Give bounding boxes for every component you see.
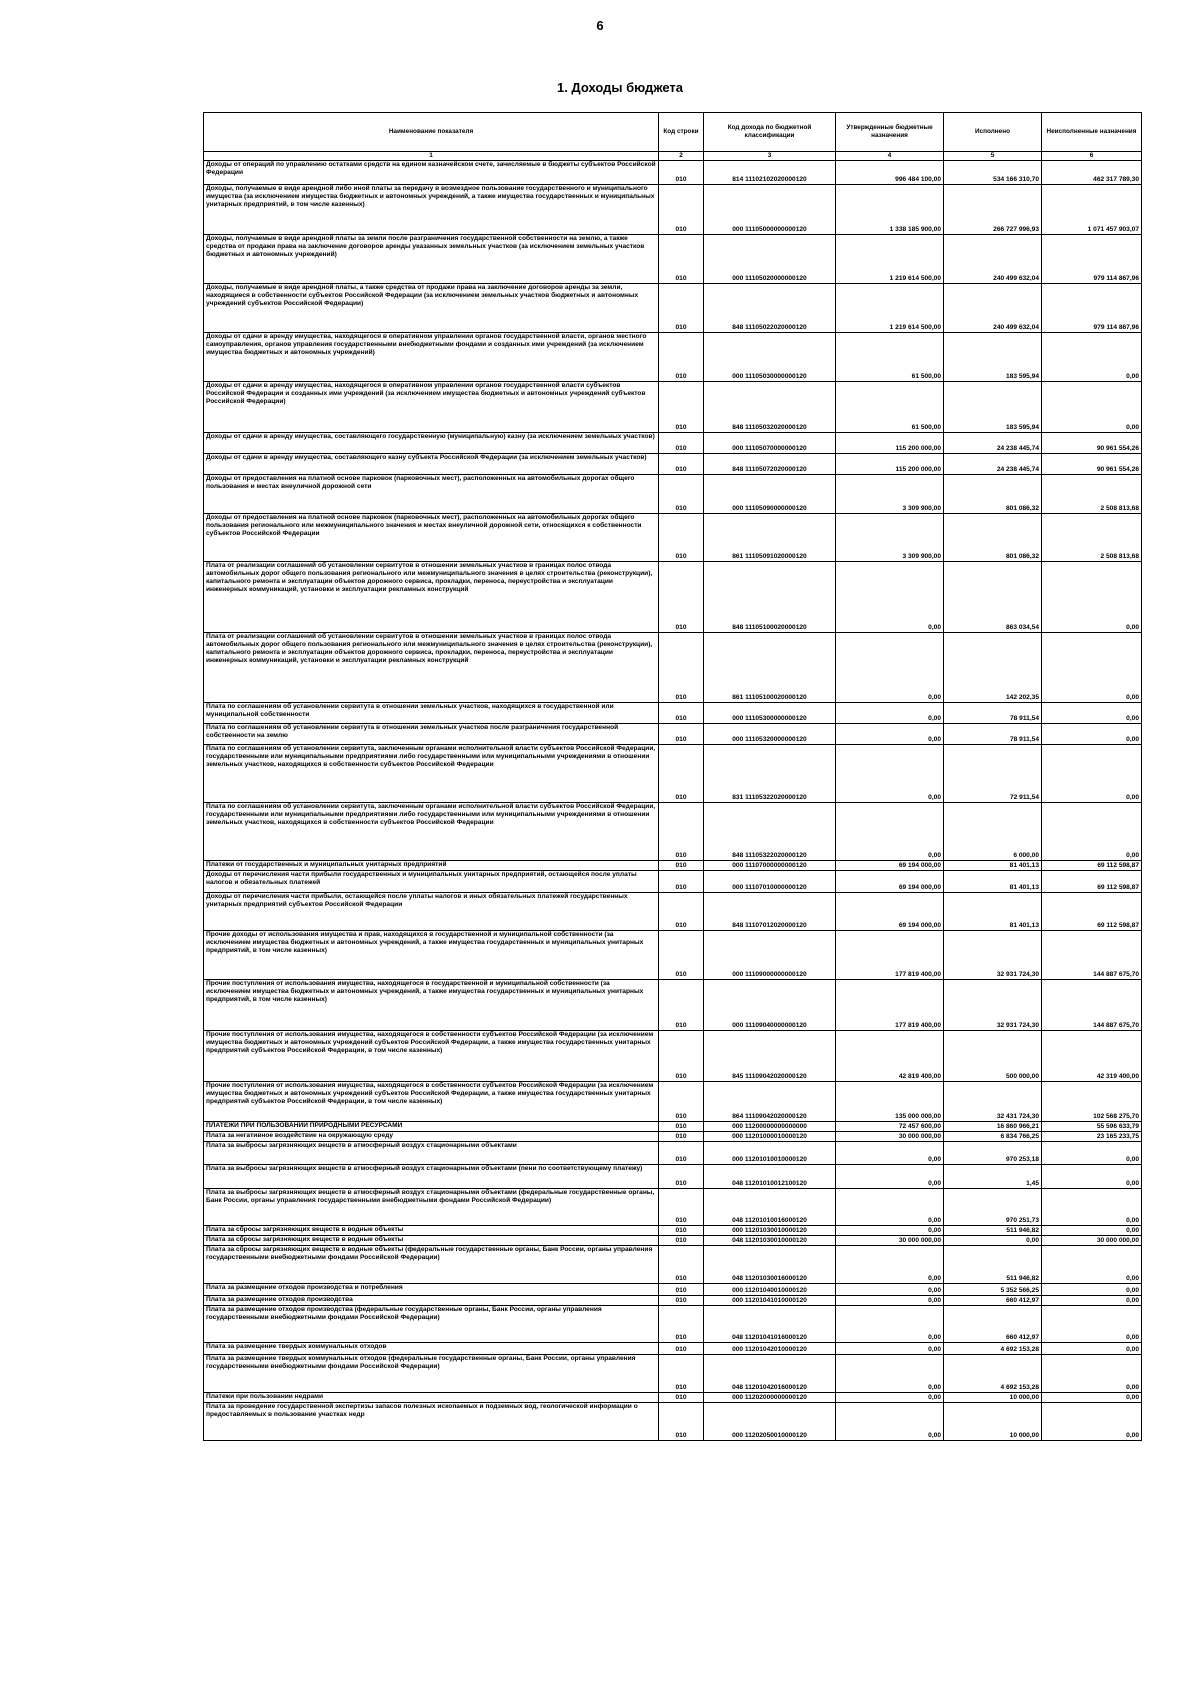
row-revenue-code: 000 11105300000000120	[704, 703, 836, 724]
row-revenue-code: 000 11201041010000120	[704, 1296, 836, 1306]
row-name: Плата за размещение отходов производства	[204, 1296, 659, 1306]
row-approved: 177 819 400,00	[836, 980, 944, 1031]
header-executed: Исполнено	[944, 113, 1042, 152]
table-row	[204, 514, 1142, 562]
row-approved: 0,00	[836, 1246, 944, 1284]
table-row	[204, 1393, 1142, 1403]
row-unexecuted: 0,00	[1042, 724, 1142, 745]
row-executed: 266 727 996,93	[944, 185, 1042, 235]
row-name: Доходы от сдачи в аренду имущества, находящегося в оперативном управлении органов государственной власти субъектов Российской Федерации и созданных ими учреждений (за исключением имущества бюджетных и автономных учреждений субъектов Российской Федерации)	[204, 382, 659, 433]
row-name: Плата за негативное воздействие на окружающую среду	[204, 1132, 659, 1142]
header-unexecuted: Неисполненные назначения	[1042, 113, 1142, 152]
row-name: Доходы, получаемые в виде арендной платы за земли после разграничения государственной собственности на землю, а также средства от продажи права на заключение договоров аренды указанных земельных участков (за исключением земельных участков бюджетных и автономных учреждений)	[204, 235, 659, 284]
row-approved: 61 500,00	[836, 382, 944, 433]
row-executed: 24 238 445,74	[944, 454, 1042, 475]
row-approved: 3 309 900,00	[836, 514, 944, 562]
row-revenue-code: 000 11105070000000120	[704, 433, 836, 454]
table-row	[204, 803, 1142, 861]
table-row	[204, 745, 1142, 803]
row-revenue-code: 000 11201000010000120	[704, 1132, 836, 1142]
row-unexecuted: 0,00	[1042, 633, 1142, 703]
row-revenue-code: 000 11105090000000120	[704, 475, 836, 514]
table-row	[204, 1355, 1142, 1393]
row-executed: 81 401,13	[944, 871, 1042, 893]
row-unexecuted: 0,00	[1042, 1403, 1142, 1441]
row-approved: 0,00	[836, 562, 944, 633]
revenue-table	[203, 112, 1142, 1441]
row-line-code: 010	[659, 1142, 704, 1165]
column-number: 1	[204, 152, 659, 161]
row-unexecuted: 0,00	[1042, 333, 1142, 382]
row-line-code: 010	[659, 724, 704, 745]
row-line-code: 010	[659, 1165, 704, 1189]
table-row	[204, 1343, 1142, 1355]
row-unexecuted: 144 887 675,70	[1042, 931, 1142, 980]
row-unexecuted: 0,00	[1042, 562, 1142, 633]
row-unexecuted: 979 114 867,96	[1042, 235, 1142, 284]
row-executed: 534 166 310,70	[944, 161, 1042, 185]
row-approved: 72 457 600,00	[836, 1122, 944, 1132]
row-executed: 6 000,00	[944, 803, 1042, 861]
row-line-code: 010	[659, 1246, 704, 1284]
row-revenue-code: 000 11202050010000120	[704, 1403, 836, 1441]
row-revenue-code: 000 11201030010000120	[704, 1226, 836, 1236]
header-indicator-name: Наименование показателя	[204, 113, 659, 152]
table-row	[204, 475, 1142, 514]
row-executed: 81 401,13	[944, 861, 1042, 871]
row-revenue-code: 048 11201042016000120	[704, 1355, 836, 1393]
row-name: Плата по соглашениям об установлении сервитута в отношении земельных участков после разграничения государственной собственности на землю	[204, 724, 659, 745]
row-approved: 1 219 614 500,00	[836, 235, 944, 284]
row-revenue-code: 048 11201010016000120	[704, 1189, 836, 1226]
row-executed: 183 595,94	[944, 382, 1042, 433]
table-row	[204, 893, 1142, 931]
table-row	[204, 1284, 1142, 1296]
row-unexecuted: 90 961 554,26	[1042, 454, 1142, 475]
row-executed: 16 860 966,21	[944, 1122, 1042, 1132]
row-approved: 0,00	[836, 745, 944, 803]
row-name: Плата от реализации соглашений об установлении сервитутов в отношении земельных участков в границах полос отвода автомобильных дорог общего пользования регионального или межмуниципального значения в целях строительства (реконструкции), капитального ремонта и эксплуатации объектов дорожного сервиса, прокладки, переноса, переустройства и эксплуатации инженерных коммуникаций, установки и эксплуатации рекламных конструкций	[204, 633, 659, 703]
row-approved: 69 194 000,00	[836, 893, 944, 931]
row-approved: 0,00	[836, 1403, 944, 1441]
row-executed: 660 412,97	[944, 1306, 1042, 1343]
row-unexecuted: 144 887 675,70	[1042, 980, 1142, 1031]
row-name: Плата за проведение государственной экспертизы запасов полезных ископаемых и подземных вод, геологической информации о предоставляемых в пользование участках недр	[204, 1403, 659, 1441]
row-revenue-code: 000 11201010010000120	[704, 1142, 836, 1165]
row-revenue-code: 861 11105100020000120	[704, 633, 836, 703]
row-executed: 6 834 766,25	[944, 1132, 1042, 1142]
row-name: Доходы от операций по управлению остатками средств на едином казначейском счете, зачисляемые в бюджеты субъектов Российской Федерации	[204, 161, 659, 185]
row-name: Плата за размещение твердых коммунальных отходов	[204, 1343, 659, 1355]
row-executed: 1,45	[944, 1165, 1042, 1189]
row-approved: 135 000 000,00	[836, 1082, 944, 1122]
column-number-row	[204, 152, 1142, 161]
row-line-code: 010	[659, 1343, 704, 1355]
row-revenue-code: 048 11201030010000120	[704, 1236, 836, 1246]
row-line-code: 010	[659, 454, 704, 475]
row-line-code: 010	[659, 861, 704, 871]
table-row	[204, 1122, 1142, 1132]
row-approved: 0,00	[836, 803, 944, 861]
row-unexecuted: 0,00	[1042, 1189, 1142, 1226]
row-name: Плата за сбросы загрязняющих веществ в водные объекты	[204, 1236, 659, 1246]
row-unexecuted: 0,00	[1042, 382, 1142, 433]
row-line-code: 010	[659, 1122, 704, 1132]
row-name: Плата от реализации соглашений об установлении сервитутов в отношении земельных участков в границах полос отвода автомобильных дорог общего пользования регионального или межмуниципального значения в целях строительства (реконструкции), капитального ремонта и эксплуатации объектов дорожного сервиса, прокладки, переноса, переустройства и эксплуатации инженерных коммуникаций, установки и эксплуатации рекламных конструкций	[204, 562, 659, 633]
row-executed: 10 000,00	[944, 1403, 1042, 1441]
table-row	[204, 1165, 1142, 1189]
row-line-code: 010	[659, 433, 704, 454]
row-revenue-code: 848 11107012020000120	[704, 893, 836, 931]
row-name: Плата за сбросы загрязняющих веществ в водные объекты	[204, 1226, 659, 1236]
table-row	[204, 1142, 1142, 1165]
row-name: Платежи при пользовании недрами	[204, 1393, 659, 1403]
row-executed: 4 692 153,28	[944, 1355, 1042, 1393]
row-name: Доходы от предоставления на платной основе парковок (парковочных мест), расположенных на автомобильных дорогах общего пользования регионального или межмуниципального значения и местах внеуличной дорожной сети, относящихся к собственности субъектов Российской Федерации	[204, 514, 659, 562]
row-revenue-code: 848 11105032020000120	[704, 382, 836, 433]
row-unexecuted: 0,00	[1042, 703, 1142, 724]
table-row	[204, 1132, 1142, 1142]
row-executed: 660 412,97	[944, 1296, 1042, 1306]
row-executed: 240 499 632,04	[944, 284, 1042, 333]
table-row	[204, 1296, 1142, 1306]
revenue-table-container	[203, 112, 1141, 1441]
row-executed: 801 086,32	[944, 514, 1042, 562]
row-approved: 3 309 900,00	[836, 475, 944, 514]
row-revenue-code: 048 11201041016000120	[704, 1306, 836, 1343]
row-approved: 69 194 000,00	[836, 861, 944, 871]
table-row	[204, 1236, 1142, 1246]
row-unexecuted: 0,00	[1042, 1343, 1142, 1355]
row-line-code: 010	[659, 803, 704, 861]
row-line-code: 010	[659, 161, 704, 185]
row-name: Доходы от сдачи в аренду имущества, составляющего казну субъекта Российской Федерации (за исключением земельных участков)	[204, 454, 659, 475]
row-line-code: 010	[659, 1236, 704, 1246]
row-approved: 0,00	[836, 1284, 944, 1296]
row-unexecuted: 462 317 789,30	[1042, 161, 1142, 185]
row-line-code: 010	[659, 1306, 704, 1343]
row-line-code: 010	[659, 1031, 704, 1082]
row-line-code: 010	[659, 562, 704, 633]
row-approved: 0,00	[836, 703, 944, 724]
row-line-code: 010	[659, 1189, 704, 1226]
row-unexecuted: 55 596 633,79	[1042, 1122, 1142, 1132]
table-row	[204, 1189, 1142, 1226]
table-row	[204, 1082, 1142, 1122]
row-approved: 0,00	[836, 1189, 944, 1226]
table-row	[204, 871, 1142, 893]
row-line-code: 010	[659, 1132, 704, 1142]
row-revenue-code: 000 11107010000000120	[704, 871, 836, 893]
row-name: Плата за размещение отходов производства и потребления	[204, 1284, 659, 1296]
row-line-code: 010	[659, 703, 704, 724]
row-line-code: 010	[659, 1355, 704, 1393]
row-executed: 970 253,18	[944, 1142, 1042, 1165]
row-approved: 115 200 000,00	[836, 433, 944, 454]
row-executed: 0,00	[944, 1236, 1042, 1246]
table-row	[204, 1226, 1142, 1236]
section-title: 1. Доходы бюджета	[556, 80, 684, 95]
row-approved: 1 219 614 500,00	[836, 284, 944, 333]
row-executed: 81 401,13	[944, 893, 1042, 931]
table-row	[204, 724, 1142, 745]
row-line-code: 010	[659, 333, 704, 382]
table-header-row	[204, 113, 1142, 152]
row-name: Доходы от перечисления части прибыли государственных и муниципальных унитарных предприятий, остающейся после уплаты налогов и обязательных платежей	[204, 871, 659, 893]
row-name: Плата за выбросы загрязняющих веществ в атмосферный воздух стационарными объектами (пени по соответствующему платежу)	[204, 1165, 659, 1189]
row-name: Плата за размещение твердых коммунальных отходов (федеральные государственные органы, Банк России, органы управления государственными внебюджетными фондами Российской Федерации)	[204, 1355, 659, 1393]
row-unexecuted: 0,00	[1042, 1296, 1142, 1306]
row-revenue-code: 000 11105030000000120	[704, 333, 836, 382]
row-approved: 61 500,00	[836, 333, 944, 382]
column-number: 3	[704, 152, 836, 161]
row-unexecuted: 0,00	[1042, 1246, 1142, 1284]
row-unexecuted: 979 114 867,96	[1042, 284, 1142, 333]
row-name: Плата за выбросы загрязняющих веществ в атмосферный воздух стационарными объектами	[204, 1142, 659, 1165]
row-line-code: 010	[659, 893, 704, 931]
row-revenue-code: 848 11105022020000120	[704, 284, 836, 333]
row-name: Плата по соглашениям об установлении сервитута, заключенным органами исполнительной власти субъектов Российской Федерации, государственными или муниципальными предприятиями либо государственными или муниципальными учреждениями в отношении земельных участков, находящихся в собственности субъектов Российской Федерации	[204, 745, 659, 803]
row-revenue-code: 000 11107000000000120	[704, 861, 836, 871]
table-row	[204, 382, 1142, 433]
row-unexecuted: 0,00	[1042, 803, 1142, 861]
row-unexecuted: 23 165 233,75	[1042, 1132, 1142, 1142]
row-unexecuted: 0,00	[1042, 1284, 1142, 1296]
row-approved: 0,00	[836, 1343, 944, 1355]
row-unexecuted: 2 508 813,68	[1042, 475, 1142, 514]
table-row	[204, 235, 1142, 284]
row-revenue-code: 848 11105100020000120	[704, 562, 836, 633]
row-approved: 0,00	[836, 1355, 944, 1393]
row-name: Плата по соглашениям об установлении сервитута, заключенным органами исполнительной власти субъектов Российской Федерации, государственными или муниципальными предприятиями либо государственными или муниципальными учреждениями в отношении земельных участков, находящихся в собственности субъектов Российской Федерации	[204, 803, 659, 861]
row-name: Плата за выбросы загрязняющих веществ в атмосферный воздух стационарными объектами (федеральные государственные органы, Банк России, органы управления государственными внебюджетными фондами Российской Федерации)	[204, 1189, 659, 1226]
table-row	[204, 1403, 1142, 1441]
table-body	[204, 161, 1142, 1441]
row-executed: 4 692 153,28	[944, 1343, 1042, 1355]
row-unexecuted: 2 508 813,68	[1042, 514, 1142, 562]
table-row	[204, 333, 1142, 382]
row-name: Прочие поступления от использования имущества, находящегося в государственной и муниципальной собственности (за исключением имущества бюджетных и автономных учреждений, а также имущества государственных и муниципальных унитарных предприятий, в том числе казенных)	[204, 980, 659, 1031]
row-line-code: 010	[659, 745, 704, 803]
row-executed: 970 251,73	[944, 1189, 1042, 1226]
row-line-code: 010	[659, 382, 704, 433]
row-revenue-code: 000 11105020000000120	[704, 235, 836, 284]
row-revenue-code: 048 11201030016000120	[704, 1246, 836, 1284]
table-row	[204, 703, 1142, 724]
row-name: Доходы, получаемые в виде арендной платы, а также средства от продажи права на заключение договоров аренды за земли, находящиеся в собственности субъектов Российской Федерации (за исключением земельных участков бюджетных и автономных учреждений субъектов Российской Федерации)	[204, 284, 659, 333]
column-number: 2	[659, 152, 704, 161]
row-name: Платежи от государственных и муниципальных унитарных предприятий	[204, 861, 659, 871]
row-name: Плата за размещение отходов производства (федеральные государственные органы, Банк России, органы управления государственными внебюджетными фондами Российской Федерации)	[204, 1306, 659, 1343]
row-revenue-code: 845 11109042020000120	[704, 1031, 836, 1082]
table-row	[204, 1246, 1142, 1284]
row-revenue-code: 861 11105091020000120	[704, 514, 836, 562]
row-unexecuted: 0,00	[1042, 745, 1142, 803]
row-revenue-code: 000 11109040000000120	[704, 980, 836, 1031]
row-approved: 42 819 400,00	[836, 1031, 944, 1082]
row-revenue-code: 000 11201040010000120	[704, 1284, 836, 1296]
row-line-code: 010	[659, 1082, 704, 1122]
row-revenue-code: 848 11105322020000120	[704, 803, 836, 861]
table-row	[204, 980, 1142, 1031]
table-row	[204, 284, 1142, 333]
row-line-code: 010	[659, 1393, 704, 1403]
row-name: Доходы от сдачи в аренду имущества, находящегося в оперативном управлении органов государственной власти, органов местного самоуправления, органов управления государственными внебюджетными фондами и созданных ими учреждений (за исключением имущества бюджетных и автономных учреждений)	[204, 333, 659, 382]
row-approved: 0,00	[836, 724, 944, 745]
row-line-code: 010	[659, 1284, 704, 1296]
row-approved: 0,00	[836, 1306, 944, 1343]
row-line-code: 010	[659, 1226, 704, 1236]
row-approved: 69 194 000,00	[836, 871, 944, 893]
row-approved: 0,00	[836, 1142, 944, 1165]
table-row	[204, 185, 1142, 235]
row-executed: 32 431 724,30	[944, 1082, 1042, 1122]
row-revenue-code: 048 11201010012100120	[704, 1165, 836, 1189]
row-executed: 511 946,82	[944, 1246, 1042, 1284]
row-line-code: 010	[659, 633, 704, 703]
row-name: ПЛАТЕЖИ ПРИ ПОЛЬЗОВАНИИ ПРИРОДНЫМИ РЕСУРСАМИ	[204, 1122, 659, 1132]
row-revenue-code: 000 11200000000000000	[704, 1122, 836, 1132]
column-number: 6	[1042, 152, 1142, 161]
row-executed: 183 595,94	[944, 333, 1042, 382]
row-unexecuted: 0,00	[1042, 1226, 1142, 1236]
row-line-code: 010	[659, 871, 704, 893]
row-revenue-code: 831 11105322020000120	[704, 745, 836, 803]
row-executed: 24 238 445,74	[944, 433, 1042, 454]
row-unexecuted: 0,00	[1042, 1142, 1142, 1165]
row-executed: 511 946,82	[944, 1226, 1042, 1236]
row-executed: 5 352 566,25	[944, 1284, 1042, 1296]
row-name: Доходы, получаемые в виде арендной либо иной платы за передачу в возмездное пользование государственного и муниципального имущества (за исключением имущества бюджетных и автономных учреждений, а также имущества государственных и муниципальных унитарных предприятий, в том числе казенных)	[204, 185, 659, 235]
row-executed: 32 931 724,30	[944, 980, 1042, 1031]
row-line-code: 010	[659, 235, 704, 284]
row-line-code: 010	[659, 185, 704, 235]
row-revenue-code: 864 11109042020000120	[704, 1082, 836, 1122]
row-approved: 0,00	[836, 1165, 944, 1189]
row-revenue-code: 848 11105072020000120	[704, 454, 836, 475]
row-executed: 863 034,54	[944, 562, 1042, 633]
row-unexecuted: 69 112 598,87	[1042, 893, 1142, 931]
row-unexecuted: 0,00	[1042, 1165, 1142, 1189]
row-executed: 240 499 632,04	[944, 235, 1042, 284]
row-name: Прочие поступления от использования имущества, находящегося в собственности субъектов Российской Федерации (за исключением имущества бюджетных и автономных учреждений субъектов Российской Федерации, а также имущества государственных унитарных предприятий субъектов Российской Федерации, в том числе казенных)	[204, 1082, 659, 1122]
row-executed: 32 931 724,30	[944, 931, 1042, 980]
column-number: 5	[944, 152, 1042, 161]
table-row	[204, 1306, 1142, 1343]
row-name: Плата по соглашениям об установлении сервитута в отношении земельных участков, находящихся в государственной или муниципальной собственности	[204, 703, 659, 724]
row-line-code: 010	[659, 931, 704, 980]
row-executed: 801 086,32	[944, 475, 1042, 514]
row-name: Доходы от сдачи в аренду имущества, составляющего государственную (муниципальную) казну (за исключением земельных участков)	[204, 433, 659, 454]
row-approved: 115 200 000,00	[836, 454, 944, 475]
table-row	[204, 562, 1142, 633]
table-row	[204, 161, 1142, 185]
row-approved: 177 819 400,00	[836, 931, 944, 980]
row-name: Прочие поступления от использования имущества, находящегося в собственности субъектов Российской Федерации (за исключением имущества бюджетных и автономных учреждений субъектов Российской Федерации, а также имущества государственных унитарных предприятий субъектов Российской Федерации, в том числе казенных)	[204, 1031, 659, 1082]
row-executed: 142 202,35	[944, 633, 1042, 703]
table-row	[204, 633, 1142, 703]
row-approved: 0,00	[836, 1226, 944, 1236]
row-executed: 10 000,00	[944, 1393, 1042, 1403]
row-executed: 78 911,54	[944, 724, 1042, 745]
header-line-code: Код строки	[659, 113, 704, 152]
column-number: 4	[836, 152, 944, 161]
row-unexecuted: 69 112 598,87	[1042, 871, 1142, 893]
row-executed: 78 911,54	[944, 703, 1042, 724]
row-approved: 30 000 000,00	[836, 1236, 944, 1246]
row-name: Прочие доходы от использования имущества и прав, находящихся в государственной и муниципальной собственности (за исключением имущества бюджетных и автономных учреждений, а также имущества государственных и муниципальных унитарных предприятий, в том числе казенных)	[204, 931, 659, 980]
page-number: 6	[596, 18, 604, 33]
row-approved: 30 000 000,00	[836, 1132, 944, 1142]
row-line-code: 010	[659, 1403, 704, 1441]
row-unexecuted: 30 000 000,00	[1042, 1236, 1142, 1246]
header-revenue-code: Код дохода по бюджетной классификации	[704, 113, 836, 152]
row-unexecuted: 90 961 554,26	[1042, 433, 1142, 454]
row-unexecuted: 42 319 400,00	[1042, 1031, 1142, 1082]
row-revenue-code: 000 11109000000000120	[704, 931, 836, 980]
row-approved: 0,00	[836, 633, 944, 703]
row-line-code: 010	[659, 284, 704, 333]
row-revenue-code: 000 11202000000000120	[704, 1393, 836, 1403]
row-line-code: 010	[659, 1296, 704, 1306]
table-row	[204, 861, 1142, 871]
row-unexecuted: 102 568 275,70	[1042, 1082, 1142, 1122]
row-name: Доходы от предоставления на платной основе парковок (парковочных мест), расположенных на автомобильных дорогах общего пользования и местах внеуличной дорожной сети	[204, 475, 659, 514]
row-unexecuted: 69 112 598,87	[1042, 861, 1142, 871]
table-row	[204, 1031, 1142, 1082]
row-revenue-code: 000 11105000000000120	[704, 185, 836, 235]
row-unexecuted: 0,00	[1042, 1355, 1142, 1393]
row-approved: 996 484 100,00	[836, 161, 944, 185]
table-row	[204, 931, 1142, 980]
row-name: Доходы от перечисления части прибыли, остающейся после уплаты налогов и иных обязательных платежей государственных унитарных предприятий субъектов Российской Федерации	[204, 893, 659, 931]
header-approved: Утвержденные бюджетные назначения	[836, 113, 944, 152]
row-approved: 1 338 185 900,00	[836, 185, 944, 235]
row-unexecuted: 0,00	[1042, 1306, 1142, 1343]
row-approved: 0,00	[836, 1393, 944, 1403]
row-revenue-code: 000 11201042010000120	[704, 1343, 836, 1355]
row-revenue-code: 814 11102102020000120	[704, 161, 836, 185]
row-unexecuted: 0,00	[1042, 1393, 1142, 1403]
row-line-code: 010	[659, 475, 704, 514]
row-line-code: 010	[659, 514, 704, 562]
row-unexecuted: 1 071 457 903,07	[1042, 185, 1142, 235]
row-revenue-code: 000 11105320000000120	[704, 724, 836, 745]
table-row	[204, 454, 1142, 475]
row-executed: 500 000,00	[944, 1031, 1042, 1082]
table-row	[204, 433, 1142, 454]
row-line-code: 010	[659, 980, 704, 1031]
row-executed: 72 911,54	[944, 745, 1042, 803]
row-approved: 0,00	[836, 1296, 944, 1306]
row-name: Плата за сбросы загрязняющих веществ в водные объекты (федеральные государственные органы, Банк России, органы управления государственными внебюджетными фондами Российской Федерации)	[204, 1246, 659, 1284]
